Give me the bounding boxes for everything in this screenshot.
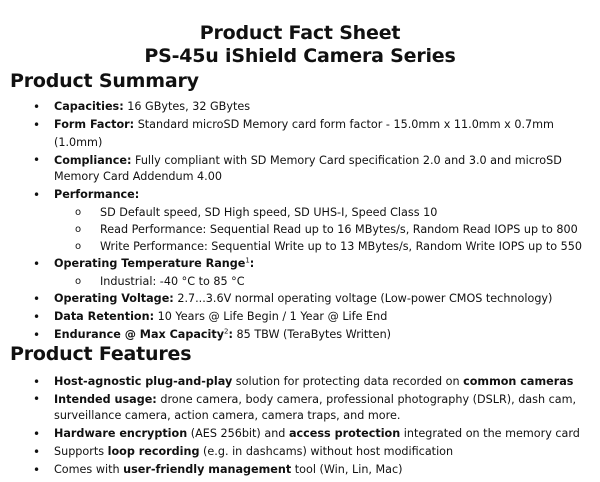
product-summary-list (0, 98, 600, 344)
feature-1-bold-a: Host-agnostic plug-and-play (54, 375, 233, 388)
feature-3-text-a: (AES 256bit) and (187, 427, 289, 440)
feature-1-bold-b: common cameras (463, 375, 574, 388)
feature-2-text: drone camera, body camera, professional photography (DSLR), dash cam, surveillance camera, action camera, camera traps, and more. (54, 393, 577, 422)
temperature-industrial: o Industrial: -40 °C to 85 °C (54, 273, 586, 290)
footnote-2-marker: 2 (224, 327, 229, 336)
feature-4-text-a: Supports (54, 445, 108, 458)
feature-5-bold: user-friendly management (123, 463, 292, 476)
performance-read: o Read Performance: Sequential Read up to 16 MBytes/s, Random Read IOPS up to 800 (54, 221, 586, 238)
endurance-colon: : (228, 328, 233, 341)
feature-intended-usage (0, 391, 600, 425)
endurance-label: Endurance @ Max Capacity (54, 328, 225, 341)
retention-value: 10 Years @ Life Begin / 1 Year @ Life End (154, 310, 388, 323)
temperature-label: Operating Temperature Range (54, 257, 246, 270)
form-factor-value: Standard microSD Memory card form factor - 15.0mm x 11.0mm x 0.7mm (1.0mm) (54, 118, 554, 149)
temperature-sublist (54, 273, 586, 290)
product-series-title: PS-45u iShield Camera Series (144, 45, 456, 67)
footnote-1-marker: 1 (245, 256, 250, 265)
product-summary-heading: Product Summary (10, 70, 199, 92)
product-features-heading: Product Features (10, 343, 192, 365)
feature-2-label: Intended usage: (54, 393, 157, 406)
temperature-colon: : (249, 257, 255, 270)
feature-4-text-b: (e.g. in dashcams) without host modification (199, 445, 454, 458)
performance-sublist (54, 204, 586, 255)
performance-item (0, 186, 600, 255)
performance-label: Performance: (54, 188, 140, 201)
compliance-value: Fully compliant with SD Memory Card specification 2.0 and 3.0 and microSD Memory Card Addendum 4.00 (54, 154, 562, 183)
retention-label: Data Retention: (54, 310, 155, 323)
endurance-item (0, 326, 600, 344)
feature-loop-recording (0, 443, 600, 461)
form-factor-item (0, 116, 600, 152)
compliance-label: Compliance: (54, 154, 132, 167)
performance-write: o Write Performance: Sequential Write up to 13 MBytes/s, Random Write IOPS up to 550 (54, 238, 586, 255)
feature-3-text-b: integrated on the memory card (400, 427, 580, 440)
feature-5-text-b: tool (Win, Lin, Mac) (291, 463, 403, 476)
compliance-item (0, 152, 600, 186)
voltage-item (0, 290, 600, 308)
feature-hardware-encryption (0, 425, 600, 443)
feature-3-bold-a: Hardware encryption (54, 427, 188, 440)
feature-5-text-a: Comes with (54, 463, 124, 476)
product-features-list (0, 373, 600, 479)
endurance-value: 85 TBW (TeraBytes Written) (232, 328, 392, 341)
temperature-item (0, 255, 600, 290)
feature-1-text: solution for protecting data recorded on (232, 375, 464, 388)
voltage-value: 2.7...3.6V normal operating voltage (Low-power CMOS technology) (173, 292, 553, 305)
retention-item (0, 308, 600, 326)
form-factor-label: Form Factor: (54, 118, 135, 131)
feature-plug-and-play (0, 373, 600, 391)
feature-4-bold: loop recording (107, 445, 200, 458)
capacities-item (0, 98, 600, 116)
performance-speed-classes: o SD Default speed, SD High speed, SD UHS-I, Speed Class 10 (54, 204, 586, 221)
document-title: Product Fact Sheet (199, 22, 401, 44)
feature-management-tool (0, 461, 600, 479)
feature-3-bold-b: access protection (288, 427, 401, 440)
voltage-label: Operating Voltage: (54, 292, 174, 305)
capacities-label: Capacities: (54, 100, 124, 113)
capacities-value: 16 GBytes, 32 GBytes (123, 100, 251, 113)
